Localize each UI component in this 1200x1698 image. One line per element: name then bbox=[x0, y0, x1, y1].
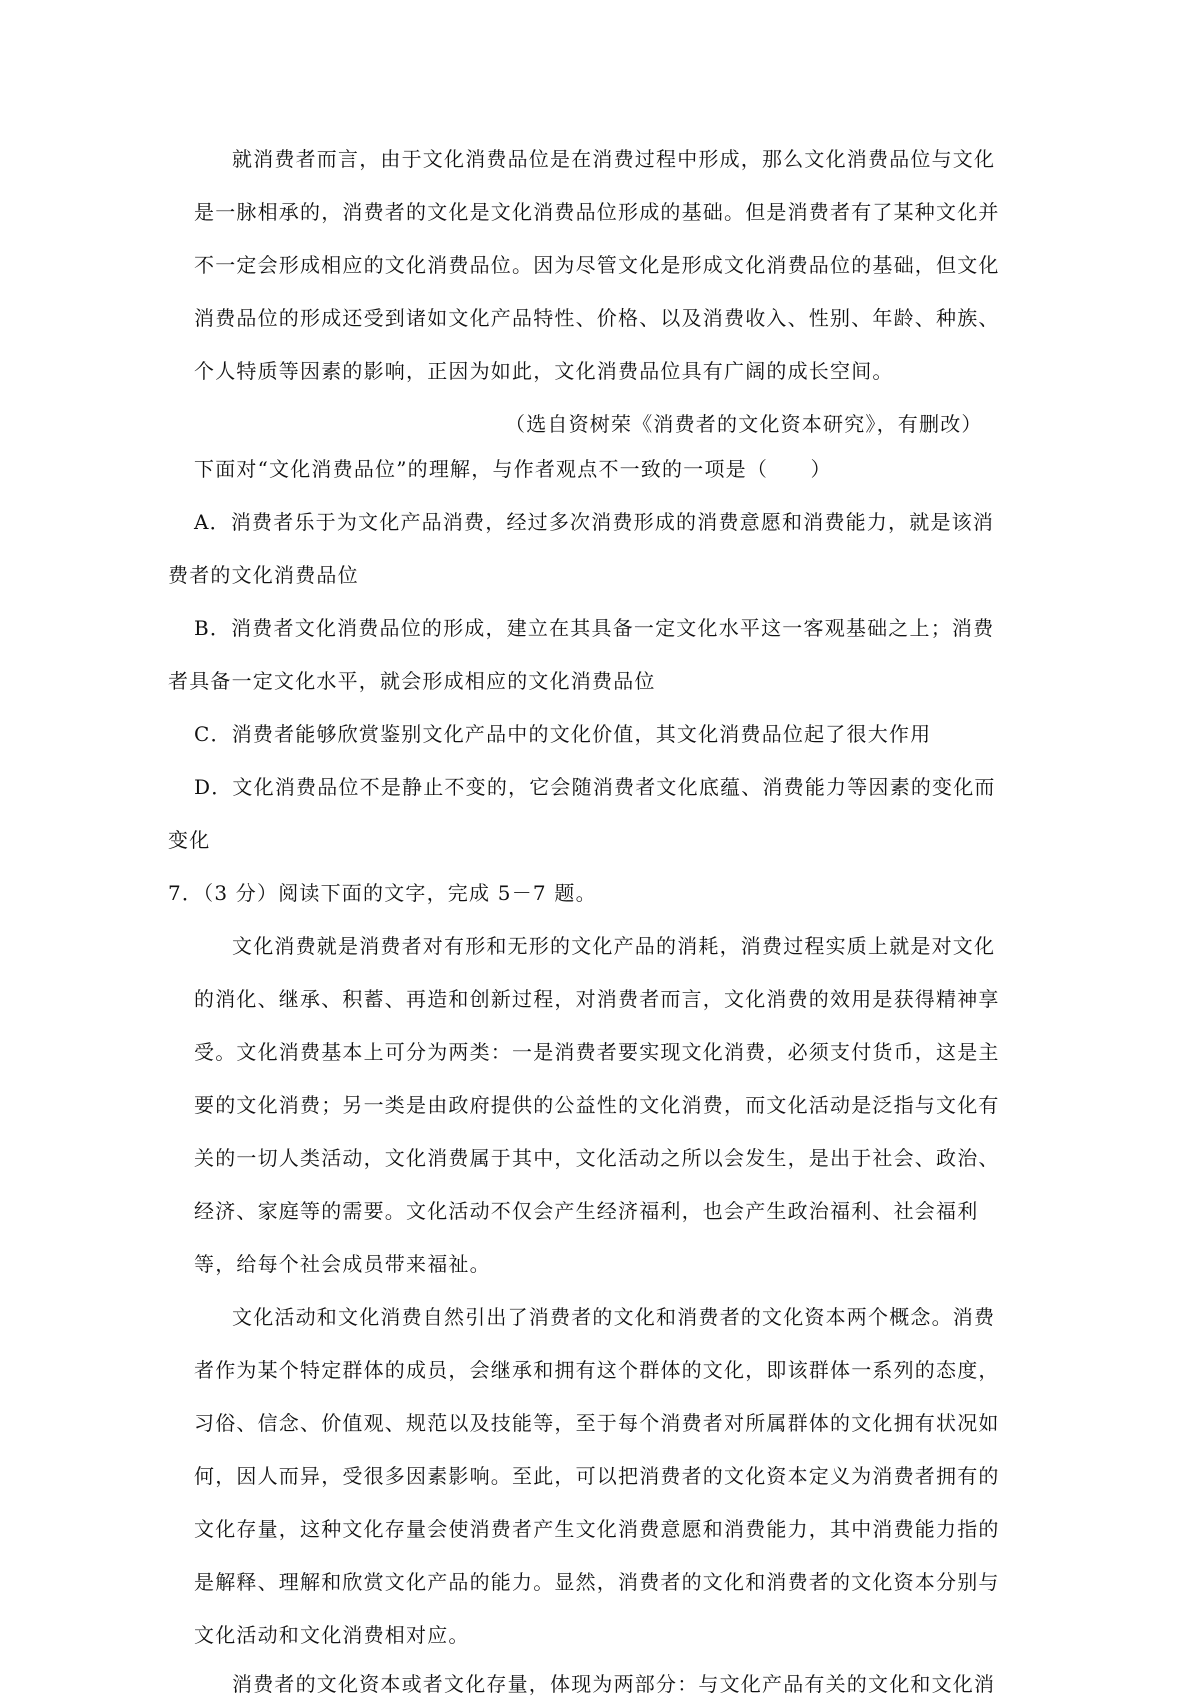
q7-para2-line-5: 文化存量，这种文化存量会使消费者产生文化消费意愿和消费能力，其中消费能力指的 bbox=[194, 1517, 1000, 1541]
option-a-line-2: 费者的文化消费品位 bbox=[168, 563, 359, 587]
passage1-line-3: 不一定会形成相应的文化消费品位。因为尽管文化是形成文化消费品位的基础，但文化 bbox=[194, 253, 1000, 277]
q7-para2-line-4: 何，因人而异，受很多因素影响。至此，可以把消费者的文化资本定义为消费者拥有的 bbox=[194, 1464, 1000, 1488]
passage1-line-2: 是一脉相承的，消费者的文化是文化消费品位形成的基础。但是消费者有了某种文化并 bbox=[194, 200, 1000, 224]
q7-para1-line-2: 的消化、继承、积蓄、再造和创新过程，对消费者而言，文化消费的效用是获得精神享 bbox=[194, 987, 1000, 1011]
q7-para1-line-4: 要的文化消费；另一类是由政府提供的公益性的文化消费，而文化活动是泛指与文化有 bbox=[194, 1093, 1000, 1117]
q7-para2-line-7: 文化活动和文化消费相对应。 bbox=[194, 1623, 470, 1647]
q7-para2-line-3: 习俗、信念、价值观、规范以及技能等，至于每个消费者对所属群体的文化拥有状况如 bbox=[194, 1411, 1000, 1435]
q7-para1-line-1: 文化消费就是消费者对有形和无形的文化产品的消耗，消费过程实质上就是对文化 bbox=[232, 934, 996, 958]
passage1-line-5: 个人特质等因素的影响，正因为如此，文化消费品位具有广阔的成长空间。 bbox=[194, 359, 894, 383]
option-d-line-2: 变化 bbox=[168, 828, 211, 852]
q7-para1-line-3: 受。文化消费基本上可分为两类：一是消费者要实现文化消费，必须支付货币，这是主 bbox=[194, 1040, 1000, 1064]
option-a-line-1: A．消费者乐于为文化产品消费，经过多次消费形成的消费意愿和消费能力，就是该消 bbox=[194, 510, 995, 534]
q7-para2-line-2: 者作为某个特定群体的成员，会继承和拥有这个群体的文化，即该群体一系列的态度， bbox=[194, 1358, 1000, 1382]
option-d-line-1: D．文化消费品位不是静止不变的，它会随消费者文化底蕴、消费能力等因素的变化而 bbox=[194, 775, 996, 799]
passage1-line-1: 就消费者而言，由于文化消费品位是在消费过程中形成，那么文化消费品位与文化 bbox=[232, 147, 996, 171]
option-b-line-1: B．消费者文化消费品位的形成，建立在其具备一定文化水平这一客观基础之上；消费 bbox=[194, 616, 995, 640]
question7-header: 7．（3 分）阅读下面的文字，完成 5－7 题。 bbox=[168, 881, 597, 905]
q7-para1-line-5: 关的一切人类活动，文化消费属于其中，文化活动之所以会发生，是出于社会、政治、 bbox=[194, 1146, 1000, 1170]
passage1-source: （选自资树荣《消费者的文化资本研究》，有删改） bbox=[505, 412, 983, 436]
q7-para1-line-6: 经济、家庭等的需要。文化活动不仅会产生经济福利，也会产生政治福利、社会福利 bbox=[194, 1199, 979, 1223]
q7-para3-line-1: 消费者的文化资本或者文化存量，体现为两部分：与文化产品有关的文化和文化消 bbox=[232, 1672, 996, 1696]
q7-para2-line-6: 是解释、理解和欣赏文化产品的能力。显然，消费者的文化和消费者的文化资本分别与 bbox=[194, 1570, 1000, 1594]
passage1-line-4: 消费品位的形成还受到诸如文化产品特性、价格、以及消费收入、性别、年龄、种族、 bbox=[194, 306, 1000, 330]
option-c-line-1: C．消费者能够欣赏鉴别文化产品中的文化价值，其文化消费品位起了很大作用 bbox=[194, 722, 932, 746]
q7-para1-line-7: 等，给每个社会成员带来福祉。 bbox=[194, 1252, 491, 1276]
question6-stem: 下面对“文化消费品位”的理解，与作者观点不一致的一项是（ ） bbox=[194, 457, 832, 481]
q7-para2-line-1: 文化活动和文化消费自然引出了消费者的文化和消费者的文化资本两个概念。消费 bbox=[232, 1305, 996, 1329]
option-b-line-2: 者具备一定文化水平，就会形成相应的文化消费品位 bbox=[168, 669, 656, 693]
